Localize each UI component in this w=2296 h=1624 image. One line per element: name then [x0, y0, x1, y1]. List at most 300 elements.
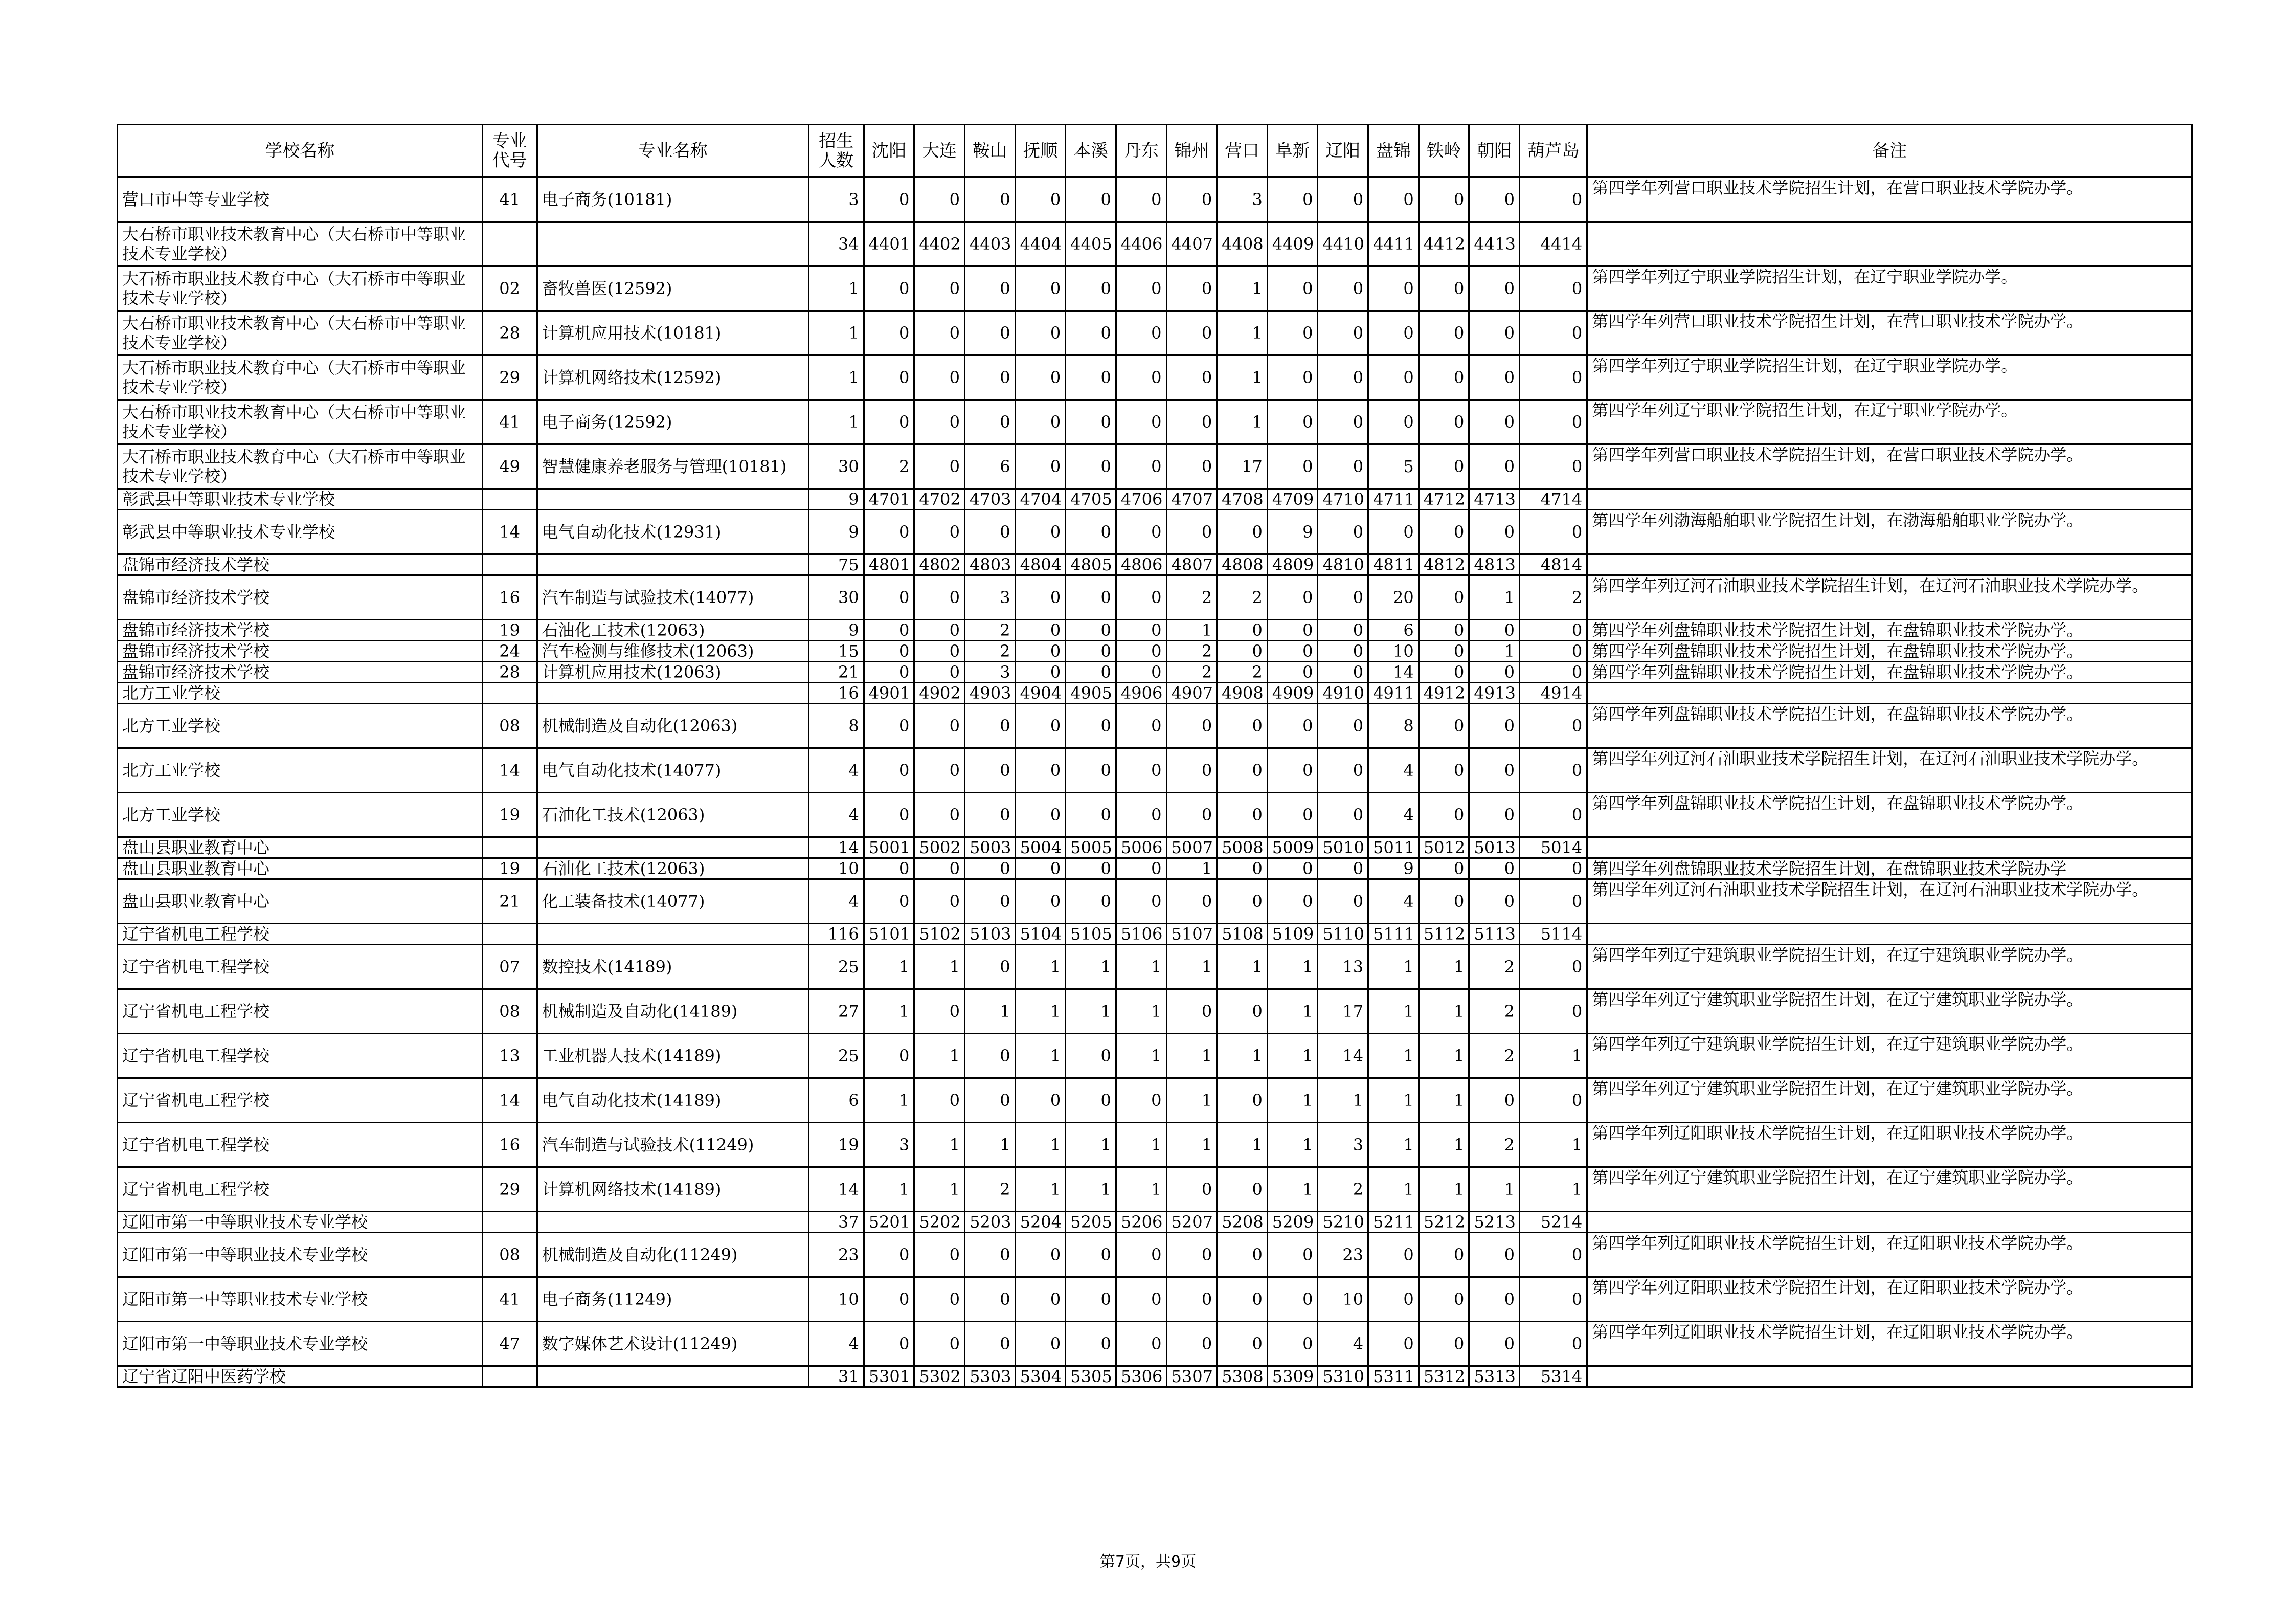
enroll-count-cell: 4 — [808, 879, 864, 924]
city-count-cell: 0 — [864, 620, 914, 641]
city-count-cell: 5107 — [1166, 924, 1217, 945]
city-count-cell: 0 — [1267, 1322, 1318, 1366]
enroll-count-cell: 30 — [808, 575, 864, 620]
city-count-cell: 2 — [1469, 989, 1520, 1034]
city-count-cell: 5210 — [1318, 1212, 1368, 1233]
major-code-cell: 07 — [482, 945, 537, 989]
city-count-cell: 0 — [1166, 1277, 1217, 1322]
city-count-cell: 0 — [1419, 793, 1469, 837]
city-count-cell: 1 — [1116, 1123, 1166, 1167]
city-count-cell: 0 — [1066, 177, 1116, 222]
city-count-cell: 5212 — [1419, 1212, 1469, 1233]
school-cell: 彰武县中等职业技术专业学校 — [118, 489, 483, 510]
city-count-cell: 1 — [1419, 1123, 1469, 1167]
table-row — [118, 1167, 2192, 1212]
city-count-cell: 0 — [914, 1322, 965, 1366]
city-count-cell: 0 — [1066, 355, 1116, 400]
major-code-cell — [482, 222, 537, 266]
city-count-cell: 1 — [1520, 1123, 1587, 1167]
note-cell: 第四学年列辽阳职业技术学院招生计划，在辽阳职业技术学院办学。 — [1587, 1277, 2192, 1322]
city-count-cell: 0 — [1520, 620, 1587, 641]
city-count-cell: 3 — [1217, 177, 1268, 222]
city-count-cell: 0 — [1520, 1277, 1587, 1322]
major-name-cell — [537, 554, 808, 575]
city-count-cell: 14 — [1318, 1034, 1368, 1078]
enroll-count-cell: 1 — [808, 355, 864, 400]
city-count-cell: 0 — [1116, 1078, 1166, 1123]
city-count-cell: 1 — [914, 1123, 965, 1167]
city-count-cell: 4 — [1318, 1322, 1368, 1366]
city-count-cell: 0 — [1267, 1277, 1318, 1322]
city-count-cell: 2 — [964, 641, 1015, 662]
enrollment-table — [117, 124, 2193, 1388]
major-code-cell: 14 — [482, 748, 537, 793]
city-count-cell: 0 — [1419, 266, 1469, 311]
city-count-cell: 0 — [914, 989, 965, 1034]
city-count-cell: 1 — [1015, 1034, 1066, 1078]
city-count-cell: 0 — [1116, 620, 1166, 641]
school-cell: 辽宁省机电工程学校 — [118, 989, 483, 1034]
city-count-cell: 23 — [1318, 1233, 1368, 1277]
city-count-cell: 0 — [964, 311, 1015, 355]
school-cell: 盘锦市经济技术学校 — [118, 554, 483, 575]
city-count-cell: 5110 — [1318, 924, 1368, 945]
city-count-cell: 0 — [1469, 177, 1520, 222]
city-count-cell: 0 — [1066, 444, 1116, 489]
city-count-cell: 1 — [1419, 1078, 1469, 1123]
table-row — [118, 1078, 2192, 1123]
city-count-cell: 0 — [964, 945, 1015, 989]
city-count-cell: 17 — [1318, 989, 1368, 1034]
major-name-cell — [537, 1366, 808, 1387]
city-count-cell: 2 — [1166, 575, 1217, 620]
city-count-cell: 0 — [1066, 879, 1116, 924]
city-count-cell: 5202 — [914, 1212, 965, 1233]
city-count-cell: 5104 — [1015, 924, 1066, 945]
city-count-cell: 4911 — [1368, 683, 1419, 704]
city-count-cell: 0 — [1015, 704, 1066, 748]
major-name-cell: 汽车制造与试验技术(11249) — [537, 1123, 808, 1167]
school-cell: 辽阳市第一中等职业技术专业学校 — [118, 1322, 483, 1366]
city-count-cell: 4914 — [1520, 683, 1587, 704]
city-count-cell: 0 — [964, 1078, 1015, 1123]
city-count-cell: 9 — [1267, 510, 1318, 554]
note-cell: 第四学年列辽宁职业学院招生计划，在辽宁职业学院办学。 — [1587, 266, 2192, 311]
city-count-cell: 0 — [1520, 355, 1587, 400]
city-count-cell: 0 — [1267, 266, 1318, 311]
major-code-cell: 47 — [482, 1322, 537, 1366]
city-count-cell: 5205 — [1066, 1212, 1116, 1233]
table-row — [118, 400, 2192, 444]
city-count-cell: 1 — [914, 945, 965, 989]
city-count-cell: 0 — [1419, 641, 1469, 662]
city-count-cell: 0 — [1419, 1322, 1469, 1366]
city-count-cell: 0 — [1015, 879, 1066, 924]
city-count-cell: 0 — [964, 748, 1015, 793]
school-cell: 辽宁省机电工程学校 — [118, 1167, 483, 1212]
major-name-cell: 电气自动化技术(14077) — [537, 748, 808, 793]
enroll-count-cell: 16 — [808, 683, 864, 704]
city-count-cell: 0 — [1469, 400, 1520, 444]
city-count-cell: 0 — [1520, 1233, 1587, 1277]
city-count-cell: 0 — [1066, 1078, 1116, 1123]
city-count-cell: 0 — [1066, 1277, 1116, 1322]
city-count-cell: 1 — [1419, 945, 1469, 989]
note-cell: 第四学年列辽宁建筑职业学院招生计划，在辽宁建筑职业学院办学。 — [1587, 989, 2192, 1034]
note-cell: 第四学年列辽河石油职业技术学院招生计划，在辽河石油职业技术学院办学。 — [1587, 575, 2192, 620]
city-count-cell: 0 — [1066, 1233, 1116, 1277]
city-count-cell: 0 — [914, 400, 965, 444]
city-count-cell: 1 — [1166, 945, 1217, 989]
city-count-cell: 1 — [1217, 400, 1268, 444]
city-count-cell: 5012 — [1419, 837, 1469, 858]
city-count-cell: 0 — [1267, 177, 1318, 222]
city-count-cell: 1 — [964, 989, 1015, 1034]
city-count-cell: 5005 — [1066, 837, 1116, 858]
major-name-cell: 数字媒体艺术设计(11249) — [537, 1322, 808, 1366]
city-count-cell: 0 — [914, 177, 965, 222]
city-count-cell: 0 — [1520, 400, 1587, 444]
city-count-cell: 1 — [1066, 945, 1116, 989]
major-code-cell — [482, 1212, 537, 1233]
school-cell: 辽阳市第一中等职业技术专业学校 — [118, 1212, 483, 1233]
major-name-cell: 机械制造及自动化(14189) — [537, 989, 808, 1034]
city-count-cell: 5203 — [964, 1212, 1015, 1233]
city-count-cell: 0 — [1469, 858, 1520, 879]
city-count-cell: 0 — [1217, 704, 1268, 748]
city-count-cell: 0 — [1015, 1277, 1066, 1322]
major-code-cell: 02 — [482, 266, 537, 311]
city-count-cell: 0 — [1419, 1233, 1469, 1277]
header-city: 朝阳 — [1469, 125, 1520, 177]
table-row — [118, 554, 2192, 575]
city-count-cell: 0 — [1469, 662, 1520, 683]
city-count-cell: 4801 — [864, 554, 914, 575]
city-count-cell: 1 — [1015, 1167, 1066, 1212]
city-count-cell: 0 — [1520, 444, 1587, 489]
city-count-cell: 0 — [1116, 177, 1166, 222]
city-count-cell: 1 — [1015, 945, 1066, 989]
city-count-cell: 1 — [1116, 989, 1166, 1034]
school-cell: 大石桥市职业技术教育中心（大石桥市中等职业技术专业学校） — [118, 400, 483, 444]
city-count-cell: 0 — [1217, 858, 1268, 879]
enroll-count-cell: 1 — [808, 311, 864, 355]
city-count-cell: 0 — [1368, 355, 1419, 400]
city-count-cell: 1 — [1217, 311, 1268, 355]
city-count-cell: 0 — [914, 1233, 965, 1277]
city-count-cell: 0 — [1267, 311, 1318, 355]
city-count-cell: 0 — [1520, 989, 1587, 1034]
header-city: 铁岭 — [1419, 125, 1469, 177]
city-count-cell: 14 — [1368, 662, 1419, 683]
major-code-cell: 13 — [482, 1034, 537, 1078]
city-count-cell: 4710 — [1318, 489, 1368, 510]
city-count-cell: 0 — [1267, 704, 1318, 748]
note-cell: 第四学年列辽阳职业技术学院招生计划，在辽阳职业技术学院办学。 — [1587, 1322, 2192, 1366]
city-count-cell: 0 — [1015, 311, 1066, 355]
table-row — [118, 1233, 2192, 1277]
city-count-cell: 0 — [1116, 266, 1166, 311]
city-count-cell: 0 — [1116, 355, 1166, 400]
city-count-cell: 0 — [1066, 620, 1116, 641]
school-cell: 营口市中等专业学校 — [118, 177, 483, 222]
note-cell: 第四学年列辽宁建筑职业学院招生计划，在辽宁建筑职业学院办学。 — [1587, 1078, 2192, 1123]
city-count-cell: 1 — [864, 945, 914, 989]
city-count-cell: 1 — [964, 1123, 1015, 1167]
major-name-cell: 计算机应用技术(12063) — [537, 662, 808, 683]
header-city: 本溪 — [1066, 125, 1116, 177]
city-count-cell: 0 — [1419, 400, 1469, 444]
city-count-cell: 1 — [1520, 1034, 1587, 1078]
city-count-cell: 0 — [1318, 311, 1368, 355]
city-count-cell: 5309 — [1267, 1366, 1318, 1387]
enroll-count-cell: 116 — [808, 924, 864, 945]
city-count-cell: 1 — [1015, 1123, 1066, 1167]
city-count-cell: 4807 — [1166, 554, 1217, 575]
city-count-cell: 2 — [1469, 945, 1520, 989]
major-code-cell: 16 — [482, 1123, 537, 1167]
enroll-count-cell: 9 — [808, 620, 864, 641]
city-count-cell: 1 — [1217, 355, 1268, 400]
city-count-cell: 4711 — [1368, 489, 1419, 510]
city-count-cell: 4811 — [1368, 554, 1419, 575]
note-cell: 第四学年列辽河石油职业技术学院招生计划，在辽河石油职业技术学院办学。 — [1587, 879, 2192, 924]
note-cell — [1587, 222, 2192, 266]
note-cell — [1587, 489, 2192, 510]
city-count-cell: 0 — [964, 704, 1015, 748]
school-cell: 盘锦市经济技术学校 — [118, 662, 483, 683]
city-count-cell: 0 — [1469, 444, 1520, 489]
major-name-cell: 电子商务(11249) — [537, 1277, 808, 1322]
city-count-cell: 2 — [1318, 1167, 1368, 1212]
city-count-cell: 0 — [864, 662, 914, 683]
city-count-cell: 0 — [1469, 1277, 1520, 1322]
city-count-cell: 0 — [1066, 311, 1116, 355]
city-count-cell: 0 — [1520, 879, 1587, 924]
table-row — [118, 683, 2192, 704]
city-count-cell: 0 — [1166, 793, 1217, 837]
city-count-cell: 0 — [1217, 793, 1268, 837]
city-count-cell: 0 — [914, 662, 965, 683]
enroll-count-cell: 25 — [808, 945, 864, 989]
enroll-count-cell: 21 — [808, 662, 864, 683]
city-count-cell: 5001 — [864, 837, 914, 858]
city-count-cell: 6 — [964, 444, 1015, 489]
major-name-cell — [537, 924, 808, 945]
city-count-cell: 0 — [1116, 510, 1166, 554]
city-count-cell: 1 — [1116, 945, 1166, 989]
city-count-cell: 0 — [1419, 177, 1469, 222]
city-count-cell: 4812 — [1419, 554, 1469, 575]
note-cell: 第四学年列盘锦职业技术学院招生计划，在盘锦职业技术学院办学。 — [1587, 793, 2192, 837]
city-count-cell: 4907 — [1166, 683, 1217, 704]
city-count-cell: 0 — [1318, 400, 1368, 444]
enroll-count-cell: 8 — [808, 704, 864, 748]
city-count-cell: 1 — [1267, 1078, 1318, 1123]
city-count-cell: 0 — [1066, 510, 1116, 554]
city-count-cell: 3 — [964, 662, 1015, 683]
city-count-cell: 5010 — [1318, 837, 1368, 858]
city-count-cell: 0 — [1066, 1322, 1116, 1366]
city-count-cell: 4407 — [1166, 222, 1217, 266]
city-count-cell: 1 — [864, 1078, 914, 1123]
city-count-cell: 0 — [864, 266, 914, 311]
table-row — [118, 620, 2192, 641]
city-count-cell: 0 — [1116, 1322, 1166, 1366]
note-cell: 第四学年列辽宁职业学院招生计划，在辽宁职业学院办学。 — [1587, 400, 2192, 444]
city-count-cell: 0 — [1318, 355, 1368, 400]
table-row — [118, 989, 2192, 1034]
city-count-cell: 0 — [1267, 793, 1318, 837]
table-row — [118, 575, 2192, 620]
city-count-cell: 0 — [1217, 1078, 1268, 1123]
city-count-cell: 4709 — [1267, 489, 1318, 510]
city-count-cell: 0 — [1015, 620, 1066, 641]
city-count-cell: 5314 — [1520, 1366, 1587, 1387]
city-count-cell: 1 — [914, 1167, 965, 1212]
table-row — [118, 1322, 2192, 1366]
city-count-cell: 1 — [1166, 1034, 1217, 1078]
city-count-cell: 0 — [964, 1277, 1015, 1322]
enroll-count-cell: 27 — [808, 989, 864, 1034]
major-name-cell: 计算机应用技术(10181) — [537, 311, 808, 355]
city-count-cell: 0 — [1015, 662, 1066, 683]
city-count-cell: 2 — [1469, 1123, 1520, 1167]
city-count-cell: 0 — [1368, 1233, 1419, 1277]
city-count-cell: 5304 — [1015, 1366, 1066, 1387]
city-count-cell: 0 — [864, 1322, 914, 1366]
enroll-count-cell: 14 — [808, 837, 864, 858]
city-count-cell: 0 — [964, 879, 1015, 924]
city-count-cell: 0 — [1217, 510, 1268, 554]
city-count-cell: 0 — [1469, 879, 1520, 924]
note-cell: 第四学年列盘锦职业技术学院招生计划，在盘锦职业技术学院办学。 — [1587, 662, 2192, 683]
major-name-cell: 畜牧兽医(12592) — [537, 266, 808, 311]
city-count-cell: 0 — [1520, 641, 1587, 662]
city-count-cell: 0 — [1318, 858, 1368, 879]
major-code-cell: 21 — [482, 879, 537, 924]
city-count-cell: 0 — [914, 879, 965, 924]
table-row — [118, 924, 2192, 945]
major-name-cell: 电气自动化技术(12931) — [537, 510, 808, 554]
enroll-count-cell: 1 — [808, 400, 864, 444]
school-cell: 大石桥市职业技术教育中心（大石桥市中等职业技术专业学校） — [118, 266, 483, 311]
major-code-cell: 08 — [482, 989, 537, 1034]
city-count-cell: 13 — [1318, 945, 1368, 989]
header-major: 专业名称 — [537, 125, 808, 177]
major-name-cell: 电气自动化技术(14189) — [537, 1078, 808, 1123]
note-cell: 第四学年列辽宁建筑职业学院招生计划，在辽宁建筑职业学院办学。 — [1587, 1034, 2192, 1078]
city-count-cell: 0 — [1368, 177, 1419, 222]
note-cell: 第四学年列盘锦职业技术学院招生计划，在盘锦职业技术学院办学。 — [1587, 620, 2192, 641]
city-count-cell: 1 — [1368, 1167, 1419, 1212]
city-count-cell: 4409 — [1267, 222, 1318, 266]
city-count-cell: 5211 — [1368, 1212, 1419, 1233]
enroll-count-cell: 9 — [808, 510, 864, 554]
city-count-cell: 0 — [1419, 311, 1469, 355]
note-cell: 第四学年列盘锦职业技术学院招生计划，在盘锦职业技术学院办学。 — [1587, 704, 2192, 748]
major-code-cell: 19 — [482, 793, 537, 837]
header-note: 备注 — [1587, 125, 2192, 177]
enroll-count-cell: 4 — [808, 793, 864, 837]
city-count-cell: 0 — [1015, 444, 1066, 489]
city-count-cell: 5207 — [1166, 1212, 1217, 1233]
city-count-cell: 0 — [1520, 311, 1587, 355]
table-row — [118, 1212, 2192, 1233]
city-count-cell: 0 — [1368, 311, 1419, 355]
school-cell: 盘山县职业教育中心 — [118, 837, 483, 858]
city-count-cell: 0 — [1520, 1322, 1587, 1366]
city-count-cell: 4410 — [1318, 222, 1368, 266]
city-count-cell: 1 — [1166, 1123, 1217, 1167]
city-count-cell: 5013 — [1469, 837, 1520, 858]
city-count-cell: 4401 — [864, 222, 914, 266]
city-count-cell: 0 — [1217, 641, 1268, 662]
city-count-cell: 0 — [1318, 641, 1368, 662]
city-count-cell: 4413 — [1469, 222, 1520, 266]
city-count-cell: 0 — [1469, 311, 1520, 355]
enroll-count-cell: 19 — [808, 1123, 864, 1167]
major-code-cell — [482, 1366, 537, 1387]
city-count-cell: 4808 — [1217, 554, 1268, 575]
header-city: 大连 — [914, 125, 965, 177]
note-cell: 第四学年列辽阳职业技术学院招生计划，在辽阳职业技术学院办学。 — [1587, 1123, 2192, 1167]
city-count-cell: 0 — [1015, 1322, 1066, 1366]
city-count-cell: 0 — [864, 177, 914, 222]
header-city: 葫芦岛 — [1520, 125, 1587, 177]
table-row — [118, 879, 2192, 924]
city-count-cell: 5113 — [1469, 924, 1520, 945]
city-count-cell: 0 — [864, 793, 914, 837]
note-cell: 第四学年列营口职业技术学院招生计划，在营口职业技术学院办学。 — [1587, 444, 2192, 489]
city-count-cell: 5313 — [1469, 1366, 1520, 1387]
enroll-count-cell: 6 — [808, 1078, 864, 1123]
city-count-cell: 4414 — [1520, 222, 1587, 266]
city-count-cell: 0 — [1066, 662, 1116, 683]
city-count-cell: 0 — [1116, 793, 1166, 837]
city-count-cell: 0 — [1419, 355, 1469, 400]
city-count-cell: 4804 — [1015, 554, 1066, 575]
city-count-cell: 1 — [1368, 1123, 1419, 1167]
city-count-cell: 0 — [1419, 1277, 1469, 1322]
enroll-count-cell: 30 — [808, 444, 864, 489]
city-count-cell: 5302 — [914, 1366, 965, 1387]
major-code-cell — [482, 489, 537, 510]
city-count-cell: 0 — [1116, 662, 1166, 683]
major-name-cell: 数控技术(14189) — [537, 945, 808, 989]
city-count-cell: 4705 — [1066, 489, 1116, 510]
city-count-cell: 0 — [1166, 177, 1217, 222]
city-count-cell: 0 — [1166, 879, 1217, 924]
table-row — [118, 510, 2192, 554]
city-count-cell: 4909 — [1267, 683, 1318, 704]
city-count-cell: 0 — [1217, 748, 1268, 793]
city-count-cell: 0 — [1066, 748, 1116, 793]
city-count-cell: 0 — [1469, 620, 1520, 641]
note-cell: 第四学年列辽宁建筑职业学院招生计划，在辽宁建筑职业学院办学。 — [1587, 1167, 2192, 1212]
major-code-cell: 41 — [482, 1277, 537, 1322]
city-count-cell: 0 — [1368, 1277, 1419, 1322]
header-city: 锦州 — [1166, 125, 1217, 177]
city-count-cell: 5006 — [1116, 837, 1166, 858]
city-count-cell: 5310 — [1318, 1366, 1368, 1387]
city-count-cell: 0 — [1419, 510, 1469, 554]
school-cell: 彰武县中等职业技术专业学校 — [118, 510, 483, 554]
header-city: 抚顺 — [1015, 125, 1066, 177]
city-count-cell: 0 — [1066, 1034, 1116, 1078]
note-cell — [1587, 837, 2192, 858]
city-count-cell: 0 — [1166, 510, 1217, 554]
